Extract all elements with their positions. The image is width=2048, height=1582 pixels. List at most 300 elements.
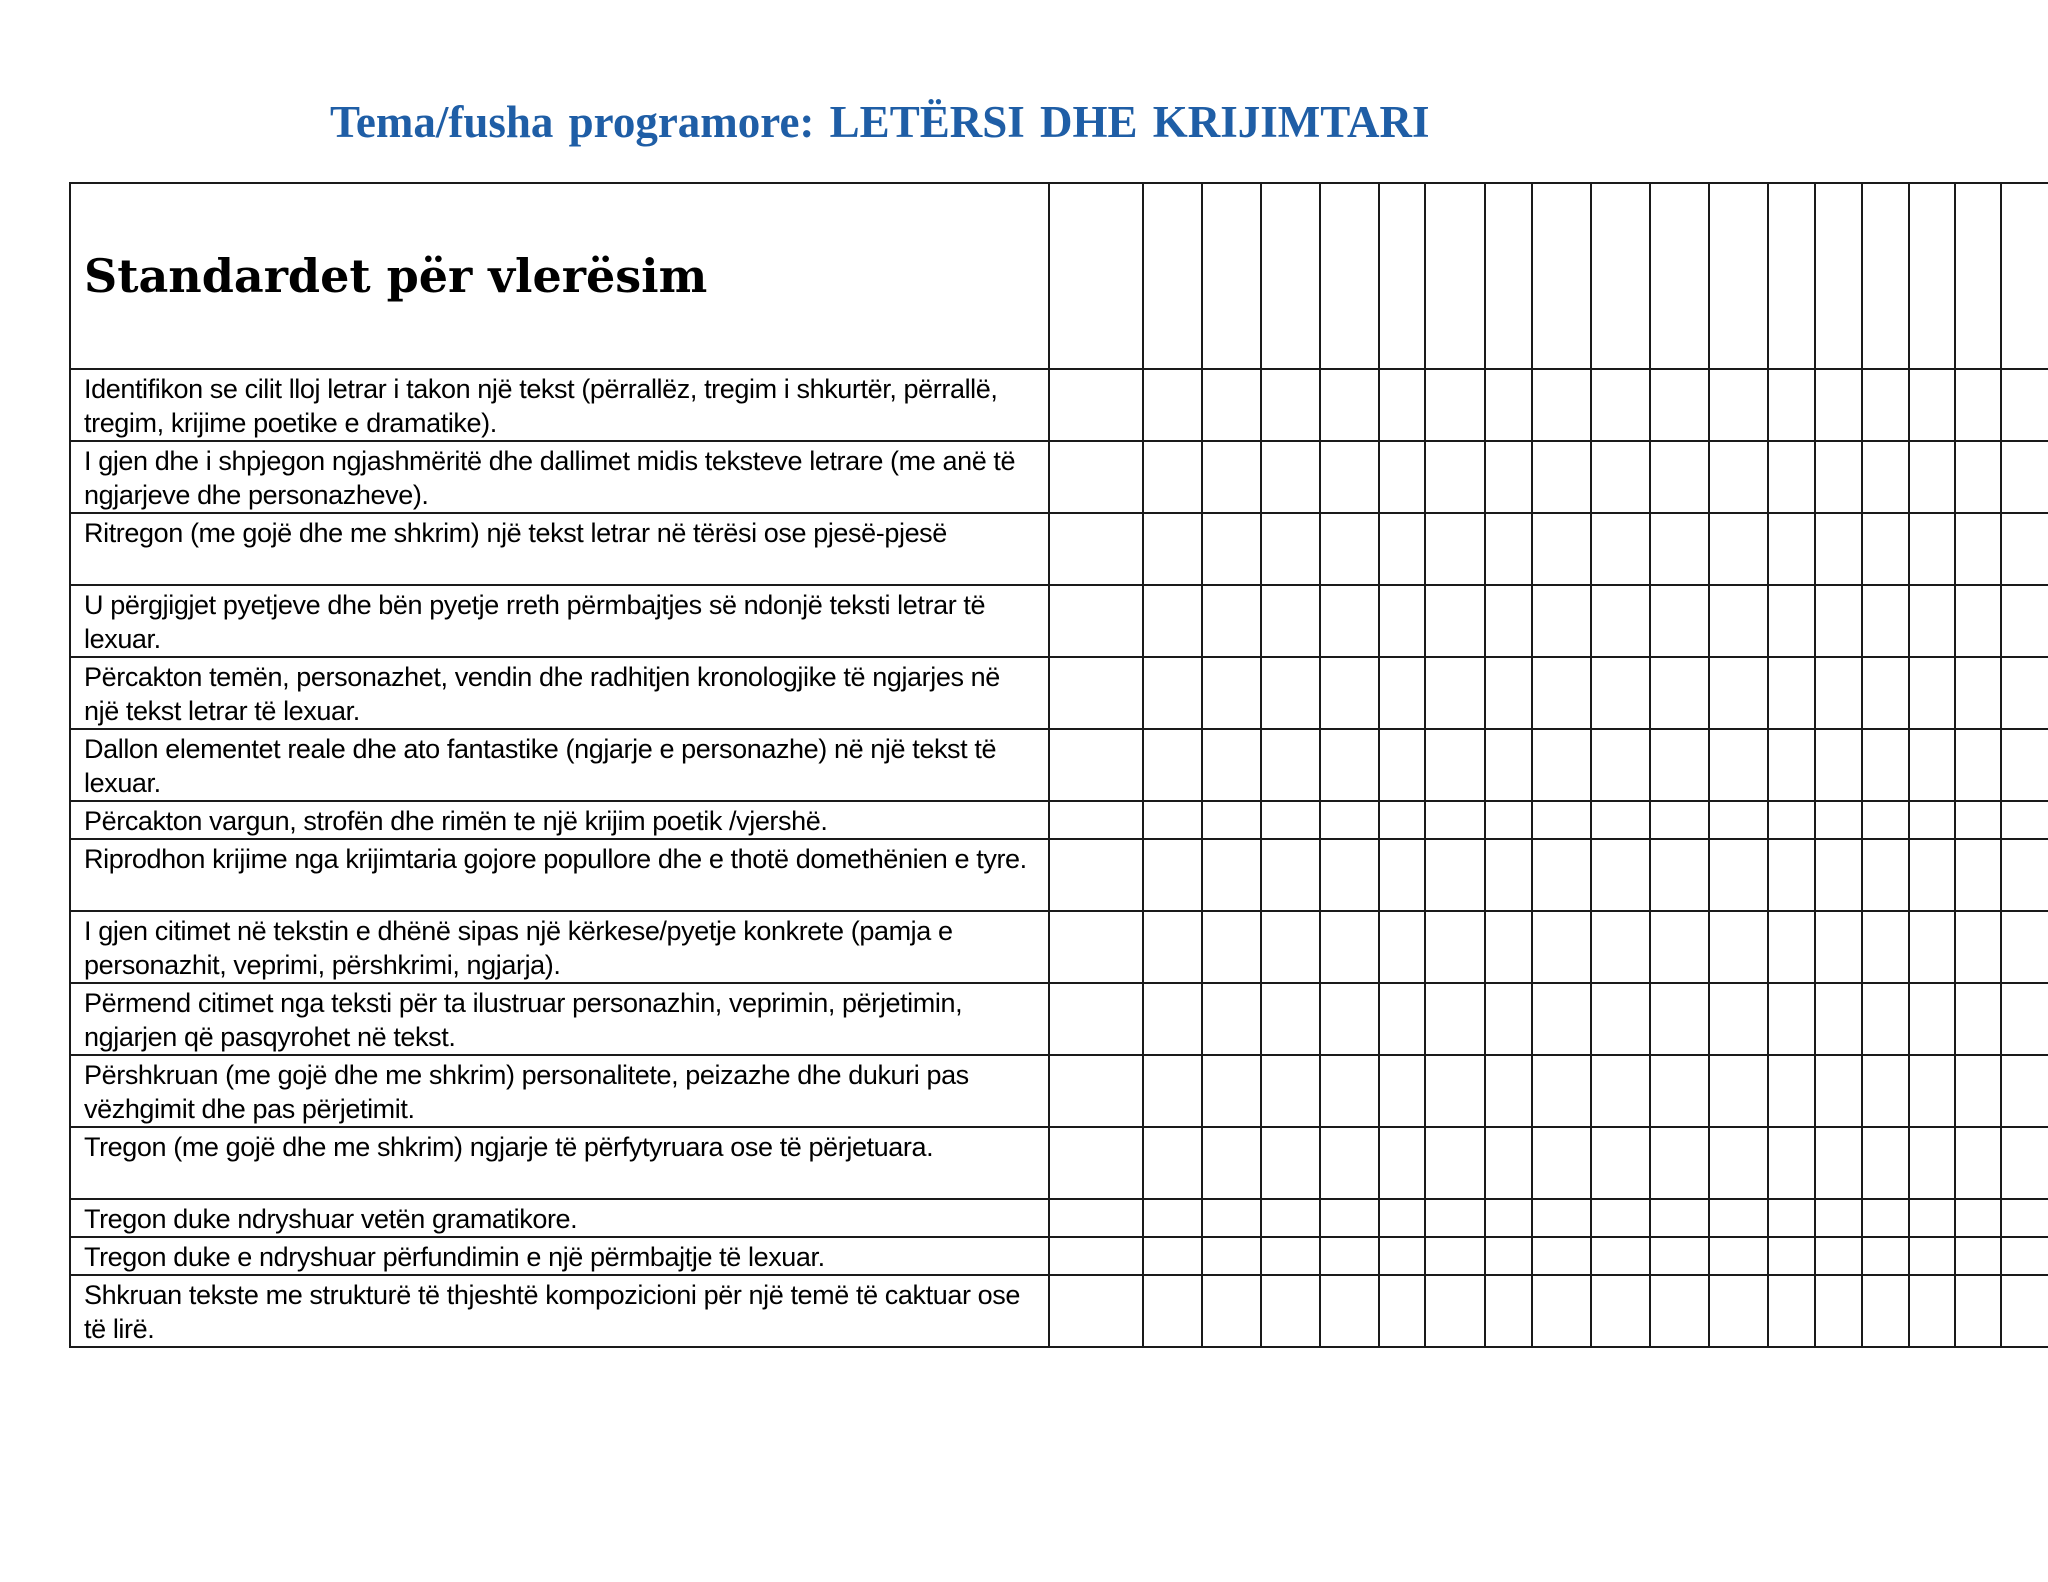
assessment-cell[interactable] <box>1425 1275 1485 1347</box>
assessment-cell[interactable] <box>1143 1055 1202 1127</box>
assessment-cell[interactable] <box>1143 441 1202 513</box>
assessment-cell[interactable] <box>1202 183 1261 369</box>
assessment-cell[interactable] <box>1202 1275 1261 1347</box>
assessment-cell[interactable] <box>1049 801 1143 839</box>
assessment-cell[interactable] <box>1709 369 1768 441</box>
assessment-cell[interactable] <box>1909 983 1955 1055</box>
assessment-cell[interactable] <box>1379 1237 1425 1275</box>
assessment-cell[interactable] <box>1862 839 1909 911</box>
assessment-cell[interactable] <box>1261 1055 1320 1127</box>
assessment-cell[interactable] <box>1650 983 1709 1055</box>
assessment-cell[interactable] <box>1532 369 1591 441</box>
assessment-cell[interactable] <box>1862 1127 1909 1199</box>
assessment-cell[interactable] <box>1709 183 1768 369</box>
assessment-cell[interactable] <box>1650 585 1709 657</box>
assessment-cell[interactable] <box>1709 657 1768 729</box>
assessment-cell[interactable] <box>1650 1127 1709 1199</box>
assessment-cell[interactable] <box>1815 369 1862 441</box>
assessment-cell[interactable] <box>1425 839 1485 911</box>
assessment-cell[interactable] <box>1650 839 1709 911</box>
assessment-cell[interactable] <box>1320 1127 1379 1199</box>
assessment-cell[interactable] <box>1379 513 1425 585</box>
assessment-cell[interactable] <box>1768 839 1815 911</box>
assessment-cell[interactable] <box>1202 983 1261 1055</box>
assessment-cell[interactable] <box>1862 983 1909 1055</box>
assessment-cell[interactable] <box>1143 801 1202 839</box>
assessment-cell[interactable] <box>1379 1055 1425 1127</box>
assessment-cell[interactable] <box>1709 1199 1768 1237</box>
assessment-cell[interactable] <box>1143 183 1202 369</box>
assessment-cell[interactable] <box>1425 1237 1485 1275</box>
assessment-cell[interactable] <box>2001 983 2048 1055</box>
assessment-cell[interactable] <box>1320 1055 1379 1127</box>
assessment-cell[interactable] <box>1379 729 1425 801</box>
assessment-cell[interactable] <box>1532 1275 1591 1347</box>
assessment-cell[interactable] <box>1049 983 1143 1055</box>
assessment-cell[interactable] <box>1532 441 1591 513</box>
standard-text: Shkruan tekste me strukturë të thjeshtë kompozicioni për një temë të caktuar ose të lirë. <box>70 1275 1049 1347</box>
assessment-cell[interactable] <box>1049 369 1143 441</box>
assessment-cell[interactable] <box>1202 1055 1261 1127</box>
assessment-cell[interactable] <box>1955 441 2001 513</box>
assessment-cell[interactable] <box>1425 513 1485 585</box>
assessment-cell[interactable] <box>1261 1275 1320 1347</box>
assessment-cell[interactable] <box>1815 1237 1862 1275</box>
assessment-cell[interactable] <box>2001 1127 2048 1199</box>
assessment-cell[interactable] <box>1261 369 1320 441</box>
assessment-cell[interactable] <box>1261 657 1320 729</box>
assessment-cell[interactable] <box>1379 911 1425 983</box>
assessment-cell[interactable] <box>1909 1055 1955 1127</box>
assessment-cell[interactable] <box>1049 1275 1143 1347</box>
assessment-cell[interactable] <box>1049 729 1143 801</box>
assessment-cell[interactable] <box>2001 183 2048 369</box>
assessment-cell[interactable] <box>1591 729 1650 801</box>
assessment-cell[interactable] <box>1261 441 1320 513</box>
assessment-cell[interactable] <box>1425 183 1485 369</box>
assessment-cell[interactable] <box>1591 513 1650 585</box>
assessment-cell[interactable] <box>1379 839 1425 911</box>
assessment-cell[interactable] <box>1591 983 1650 1055</box>
assessment-cell[interactable] <box>1425 657 1485 729</box>
standard-text: Tregon (me gojë dhe me shkrim) ngjarje të përfytyruara ose të përjetuara. <box>70 1127 1049 1199</box>
assessment-cell[interactable] <box>1591 911 1650 983</box>
assessment-cell[interactable] <box>1485 801 1532 839</box>
assessment-cell[interactable] <box>1485 1127 1532 1199</box>
assessment-cell[interactable] <box>1955 513 2001 585</box>
assessment-cell[interactable] <box>2001 1237 2048 1275</box>
assessment-cell[interactable] <box>1650 657 1709 729</box>
assessment-cell[interactable] <box>1815 801 1862 839</box>
assessment-cell[interactable] <box>1768 183 1815 369</box>
assessment-cell[interactable] <box>1591 183 1650 369</box>
assessment-cell[interactable] <box>1143 585 1202 657</box>
standard-text: Dallon elementet reale dhe ato fantastike (ngjarje e personazhe) në një tekst të lexuar. <box>70 729 1049 801</box>
assessment-cell[interactable] <box>1862 1055 1909 1127</box>
assessment-cell[interactable] <box>1485 441 1532 513</box>
assessment-cell[interactable] <box>1379 183 1425 369</box>
assessment-cell[interactable] <box>1320 513 1379 585</box>
assessment-cell[interactable] <box>1650 729 1709 801</box>
assessment-cell[interactable] <box>1320 801 1379 839</box>
assessment-cell[interactable] <box>1591 369 1650 441</box>
assessment-cell[interactable] <box>1709 1127 1768 1199</box>
assessment-cell[interactable] <box>1379 1275 1425 1347</box>
assessment-cell[interactable] <box>1955 1237 2001 1275</box>
assessment-cell[interactable] <box>1768 369 1815 441</box>
assessment-cell[interactable] <box>1768 1055 1815 1127</box>
assessment-cell[interactable] <box>1485 183 1532 369</box>
assessment-cell[interactable] <box>1320 441 1379 513</box>
assessment-cell[interactable] <box>1485 585 1532 657</box>
table-row <box>70 801 2048 839</box>
assessment-cell[interactable] <box>1320 983 1379 1055</box>
assessment-cell[interactable] <box>1485 513 1532 585</box>
assessment-cell[interactable] <box>1591 1237 1650 1275</box>
assessment-cell[interactable] <box>1202 1237 1261 1275</box>
assessment-cell[interactable] <box>1379 369 1425 441</box>
standard-text: Riprodhon krijime nga krijimtaria gojore popullore dhe e thotë domethënien e tyre. <box>70 839 1049 911</box>
assessment-cell[interactable] <box>1862 1275 1909 1347</box>
assessment-cell[interactable] <box>1591 657 1650 729</box>
assessment-cell[interactable] <box>1261 513 1320 585</box>
assessment-cell[interactable] <box>1815 983 1862 1055</box>
assessment-cell[interactable] <box>1768 983 1815 1055</box>
assessment-cell[interactable] <box>1650 801 1709 839</box>
assessment-cell[interactable] <box>1261 585 1320 657</box>
assessment-cell[interactable] <box>1143 1127 1202 1199</box>
assessment-cell[interactable] <box>1532 1237 1591 1275</box>
assessment-cell[interactable] <box>1261 1199 1320 1237</box>
assessment-cell[interactable] <box>1143 657 1202 729</box>
assessment-cell[interactable] <box>1815 585 1862 657</box>
assessment-cell[interactable] <box>1202 1199 1261 1237</box>
assessment-cell[interactable] <box>1202 729 1261 801</box>
assessment-cell[interactable] <box>1768 1275 1815 1347</box>
assessment-cell[interactable] <box>1650 441 1709 513</box>
table-row <box>70 657 2048 729</box>
assessment-cell[interactable] <box>1261 1237 1320 1275</box>
assessment-cell[interactable] <box>1261 729 1320 801</box>
assessment-cell[interactable] <box>1049 657 1143 729</box>
assessment-cell[interactable] <box>1815 1127 1862 1199</box>
assessment-cell[interactable] <box>1650 1199 1709 1237</box>
assessment-cell[interactable] <box>1650 183 1709 369</box>
assessment-cell[interactable] <box>1379 801 1425 839</box>
assessment-cell[interactable] <box>1709 585 1768 657</box>
assessment-cell[interactable] <box>1485 369 1532 441</box>
assessment-cell[interactable] <box>1862 585 1909 657</box>
assessment-cell[interactable] <box>1709 1055 1768 1127</box>
standard-text: Tregon duke e ndryshuar përfundimin e një përmbajtje të lexuar. <box>70 1237 1049 1275</box>
assessment-cell[interactable] <box>1955 839 2001 911</box>
assessment-cell[interactable] <box>1909 911 1955 983</box>
assessment-cell[interactable] <box>1768 657 1815 729</box>
assessment-cell[interactable] <box>1049 513 1143 585</box>
assessment-cell[interactable] <box>1650 513 1709 585</box>
assessment-cell[interactable] <box>1955 585 2001 657</box>
assessment-cell[interactable] <box>1955 369 2001 441</box>
assessment-cell[interactable] <box>1532 183 1591 369</box>
assessment-cell[interactable] <box>1862 729 1909 801</box>
assessment-cell[interactable] <box>1650 1237 1709 1275</box>
assessment-cell[interactable] <box>1425 729 1485 801</box>
assessment-cell[interactable] <box>1320 1199 1379 1237</box>
assessment-cell[interactable] <box>1909 513 1955 585</box>
assessment-cell[interactable] <box>1320 1237 1379 1275</box>
assessment-cell[interactable] <box>1202 513 1261 585</box>
assessment-cell[interactable] <box>1532 839 1591 911</box>
table-row <box>70 1127 2048 1199</box>
assessment-cell[interactable] <box>1425 585 1485 657</box>
assessment-cell[interactable] <box>1425 1055 1485 1127</box>
assessment-cell[interactable] <box>1709 983 1768 1055</box>
assessment-cell[interactable] <box>1955 1275 2001 1347</box>
assessment-cell[interactable] <box>1143 1275 1202 1347</box>
assessment-cell[interactable] <box>1909 839 1955 911</box>
assessment-cell[interactable] <box>1909 1275 1955 1347</box>
assessment-cell[interactable] <box>1909 585 1955 657</box>
assessment-cell[interactable] <box>1485 839 1532 911</box>
assessment-cell[interactable] <box>1532 1199 1591 1237</box>
assessment-cell[interactable] <box>1202 585 1261 657</box>
assessment-cell[interactable] <box>1379 1127 1425 1199</box>
assessment-cell[interactable] <box>1143 1199 1202 1237</box>
assessment-cell[interactable] <box>1320 585 1379 657</box>
assessment-cell[interactable] <box>1532 801 1591 839</box>
assessment-cell[interactable] <box>1379 657 1425 729</box>
assessment-cell[interactable] <box>2001 369 2048 441</box>
assessment-cell[interactable] <box>1862 911 1909 983</box>
assessment-cell[interactable] <box>1049 1199 1143 1237</box>
assessment-cell[interactable] <box>1261 911 1320 983</box>
assessment-cell[interactable] <box>1909 1237 1955 1275</box>
assessment-cell[interactable] <box>1815 911 1862 983</box>
assessment-cell[interactable] <box>1320 657 1379 729</box>
assessment-cell[interactable] <box>2001 1275 2048 1347</box>
assessment-cell[interactable] <box>1320 1275 1379 1347</box>
assessment-cell[interactable] <box>1768 729 1815 801</box>
assessment-cell[interactable] <box>1768 1199 1815 1237</box>
assessment-cell[interactable] <box>1202 801 1261 839</box>
assessment-cell[interactable] <box>1143 839 1202 911</box>
assessment-cell[interactable] <box>1815 729 1862 801</box>
assessment-cell[interactable] <box>1955 657 2001 729</box>
assessment-cell[interactable] <box>1379 983 1425 1055</box>
assessment-cell[interactable] <box>1425 441 1485 513</box>
assessment-cell[interactable] <box>1709 911 1768 983</box>
assessment-cell[interactable] <box>1049 585 1143 657</box>
assessment-cell[interactable] <box>1955 1055 2001 1127</box>
assessment-cell[interactable] <box>1909 183 1955 369</box>
assessment-cell[interactable] <box>1202 911 1261 983</box>
assessment-cell[interactable] <box>1591 1275 1650 1347</box>
assessment-cell[interactable] <box>1909 441 1955 513</box>
assessment-cell[interactable] <box>2001 911 2048 983</box>
assessment-cell[interactable] <box>1049 911 1143 983</box>
assessment-cell[interactable] <box>2001 585 2048 657</box>
assessment-cell[interactable] <box>1709 839 1768 911</box>
assessment-cell[interactable] <box>1425 369 1485 441</box>
assessment-cell[interactable] <box>1379 441 1425 513</box>
assessment-cell[interactable] <box>1320 183 1379 369</box>
assessment-cell[interactable] <box>1261 1127 1320 1199</box>
assessment-cell[interactable] <box>1909 729 1955 801</box>
assessment-cell[interactable] <box>1650 369 1709 441</box>
assessment-cell[interactable] <box>1815 1199 1862 1237</box>
assessment-cell[interactable] <box>1650 1275 1709 1347</box>
assessment-cell[interactable] <box>1202 1127 1261 1199</box>
assessment-cell[interactable] <box>1143 369 1202 441</box>
assessment-cell[interactable] <box>1485 729 1532 801</box>
assessment-cell[interactable] <box>1862 513 1909 585</box>
assessment-cell[interactable] <box>1768 585 1815 657</box>
assessment-cell[interactable] <box>1650 1055 1709 1127</box>
assessment-cell[interactable] <box>1909 1199 1955 1237</box>
assessment-cell[interactable] <box>1532 585 1591 657</box>
assessment-cell[interactable] <box>1709 729 1768 801</box>
assessment-cell[interactable] <box>1591 1127 1650 1199</box>
assessment-cell[interactable] <box>1049 1055 1143 1127</box>
assessment-cell[interactable] <box>1709 1275 1768 1347</box>
assessment-cell[interactable] <box>1379 1199 1425 1237</box>
assessment-cell[interactable] <box>1049 839 1143 911</box>
standard-text: Përcakton vargun, strofën dhe rimën te një krijim poetik /vjershë. <box>70 801 1049 839</box>
assessment-cell[interactable] <box>1532 911 1591 983</box>
assessment-cell[interactable] <box>1768 911 1815 983</box>
assessment-cell[interactable] <box>1425 911 1485 983</box>
assessment-cell[interactable] <box>1485 657 1532 729</box>
assessment-cell[interactable] <box>1320 911 1379 983</box>
assessment-cell[interactable] <box>1485 1275 1532 1347</box>
assessment-cell[interactable] <box>1261 183 1320 369</box>
assessment-cell[interactable] <box>1709 441 1768 513</box>
assessment-cell[interactable] <box>1379 585 1425 657</box>
assessment-cell[interactable] <box>1768 441 1815 513</box>
assessment-cell[interactable] <box>1485 911 1532 983</box>
assessment-cell[interactable] <box>1815 1275 1862 1347</box>
assessment-cell[interactable] <box>1862 657 1909 729</box>
standard-text: I gjen dhe i shpjegon ngjashmëritë dhe dallimet midis teksteve letrare (me anë të ngjarjeve dhe personazheve). <box>70 441 1049 513</box>
assessment-cell[interactable] <box>1202 657 1261 729</box>
assessment-cell[interactable] <box>1909 657 1955 729</box>
assessment-cell[interactable] <box>2001 513 2048 585</box>
assessment-cell[interactable] <box>1591 1055 1650 1127</box>
assessment-cell[interactable] <box>1485 1055 1532 1127</box>
assessment-cell[interactable] <box>1485 1199 1532 1237</box>
assessment-cell[interactable] <box>1862 1237 1909 1275</box>
assessment-cell[interactable] <box>1815 183 1862 369</box>
assessment-cell[interactable] <box>1815 657 1862 729</box>
assessment-cell[interactable] <box>1532 1127 1591 1199</box>
assessment-cell[interactable] <box>1532 513 1591 585</box>
assessment-cell[interactable] <box>2001 1199 2048 1237</box>
assessment-cell[interactable] <box>1955 1127 2001 1199</box>
assessment-cell[interactable] <box>1591 585 1650 657</box>
assessment-cell[interactable] <box>1862 369 1909 441</box>
assessment-cell[interactable] <box>1955 983 2001 1055</box>
assessment-cell[interactable] <box>1485 1237 1532 1275</box>
assessment-cell[interactable] <box>1768 801 1815 839</box>
assessment-cell[interactable] <box>1815 513 1862 585</box>
assessment-cell[interactable] <box>2001 729 2048 801</box>
assessment-cell[interactable] <box>1768 513 1815 585</box>
assessment-cell[interactable] <box>1202 441 1261 513</box>
assessment-cell[interactable] <box>1049 1237 1143 1275</box>
assessment-cell[interactable] <box>2001 657 2048 729</box>
assessment-cell[interactable] <box>2001 801 2048 839</box>
assessment-cell[interactable] <box>1955 911 2001 983</box>
assessment-cell[interactable] <box>1862 441 1909 513</box>
assessment-cell[interactable] <box>1815 441 1862 513</box>
assessment-cell[interactable] <box>1815 1055 1862 1127</box>
assessment-cell[interactable] <box>1425 1199 1485 1237</box>
assessment-cell[interactable] <box>1261 801 1320 839</box>
assessment-cell[interactable] <box>1425 983 1485 1055</box>
assessment-cell[interactable] <box>1709 1237 1768 1275</box>
assessment-cell[interactable] <box>1909 801 1955 839</box>
assessment-cell[interactable] <box>1320 729 1379 801</box>
assessment-cell[interactable] <box>1143 729 1202 801</box>
assessment-cell[interactable] <box>1591 1199 1650 1237</box>
assessment-cell[interactable] <box>1143 911 1202 983</box>
assessment-cell[interactable] <box>1425 801 1485 839</box>
assessment-cell[interactable] <box>1955 729 2001 801</box>
assessment-cell[interactable] <box>1320 839 1379 911</box>
assessment-cell[interactable] <box>1650 911 1709 983</box>
assessment-cell[interactable] <box>1862 183 1909 369</box>
assessment-cell[interactable] <box>1049 1127 1143 1199</box>
assessment-cell[interactable] <box>1768 1127 1815 1199</box>
assessment-cell[interactable] <box>1532 729 1591 801</box>
assessment-cell[interactable] <box>1709 513 1768 585</box>
assessment-cell[interactable] <box>1320 369 1379 441</box>
assessment-cell[interactable] <box>1532 1055 1591 1127</box>
assessment-cell[interactable] <box>1143 513 1202 585</box>
assessment-cell[interactable] <box>2001 839 2048 911</box>
assessment-cell[interactable] <box>1955 801 2001 839</box>
assessment-cell[interactable] <box>1591 441 1650 513</box>
assessment-cell[interactable] <box>1143 983 1202 1055</box>
assessment-cell[interactable] <box>1909 1127 1955 1199</box>
assessment-cell[interactable] <box>1955 1199 2001 1237</box>
assessment-cell[interactable] <box>1532 657 1591 729</box>
assessment-cell[interactable] <box>2001 441 2048 513</box>
assessment-cell[interactable] <box>1202 369 1261 441</box>
assessment-cell[interactable] <box>1768 1237 1815 1275</box>
assessment-cell[interactable] <box>1955 183 2001 369</box>
assessment-cell[interactable] <box>1532 983 1591 1055</box>
assessment-cell[interactable] <box>1591 839 1650 911</box>
assessment-cell[interactable] <box>1261 839 1320 911</box>
assessment-cell[interactable] <box>1862 801 1909 839</box>
table-row <box>70 585 2048 657</box>
assessment-cell[interactable] <box>1909 369 1955 441</box>
assessment-cell[interactable] <box>1709 801 1768 839</box>
assessment-cell[interactable] <box>1591 801 1650 839</box>
assessment-cell[interactable] <box>1143 1237 1202 1275</box>
assessment-cell[interactable] <box>1425 1127 1485 1199</box>
assessment-cell[interactable] <box>1049 441 1143 513</box>
assessment-cell[interactable] <box>1815 839 1862 911</box>
assessment-cell[interactable] <box>1485 983 1532 1055</box>
assessment-cell[interactable] <box>1862 1199 1909 1237</box>
assessment-cell[interactable] <box>1049 183 1143 369</box>
standard-text: Përcakton temën, personazhet, vendin dhe radhitjen kronologjike të ngjarjes në një tekst letrar të lexuar. <box>70 657 1049 729</box>
assessment-cell[interactable] <box>1202 839 1261 911</box>
assessment-cell[interactable] <box>1261 983 1320 1055</box>
assessment-cell[interactable] <box>2001 1055 2048 1127</box>
